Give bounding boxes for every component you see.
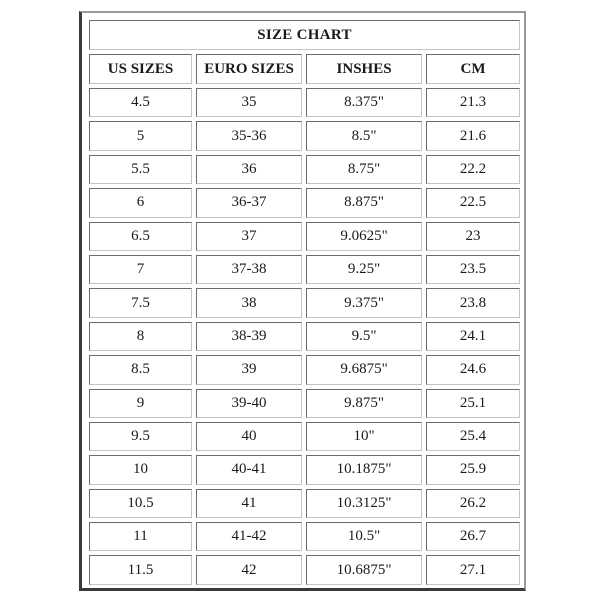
cell-euro-size: 37-38 (196, 255, 302, 284)
cell-inches: 10.6875" (306, 555, 422, 584)
header-euro-sizes: EURO SIZES (196, 54, 302, 84)
cell-inches: 9.875" (306, 389, 422, 418)
cell-euro-size: 39-40 (196, 389, 302, 418)
cell-us-size: 9 (89, 389, 192, 418)
cell-cm: 22.2 (426, 155, 520, 184)
cell-inches: 9.6875" (306, 355, 422, 384)
cell-us-size: 7 (89, 255, 192, 284)
cell-us-size: 11.5 (89, 555, 192, 584)
cell-euro-size: 36 (196, 155, 302, 184)
header-cm: CM (426, 54, 520, 84)
cell-euro-size: 36-37 (196, 188, 302, 217)
cell-us-size: 8.5 (89, 355, 192, 384)
cell-cm: 25.4 (426, 422, 520, 451)
cell-inches: 9.375" (306, 288, 422, 317)
header-us-sizes: US SIZES (89, 54, 192, 84)
cell-euro-size: 40-41 (196, 455, 302, 484)
cell-euro-size: 35-36 (196, 121, 302, 150)
cell-inches: 8.75" (306, 155, 422, 184)
size-chart-frame (79, 11, 526, 591)
cell-us-size: 5 (89, 121, 192, 150)
cell-euro-size: 38-39 (196, 322, 302, 351)
cell-inches: 8.875" (306, 188, 422, 217)
cell-cm: 25.1 (426, 389, 520, 418)
cell-us-size: 5.5 (89, 155, 192, 184)
cell-cm: 21.3 (426, 88, 520, 117)
header-row (89, 54, 520, 84)
cell-cm: 22.5 (426, 188, 520, 217)
cell-inches: 10.1875" (306, 455, 422, 484)
table-row (89, 455, 520, 484)
table-title: SIZE CHART (89, 20, 520, 50)
cell-cm: 23 (426, 222, 520, 251)
cell-us-size: 4.5 (89, 88, 192, 117)
cell-euro-size: 40 (196, 422, 302, 451)
cell-cm: 26.7 (426, 522, 520, 551)
cell-cm: 24.1 (426, 322, 520, 351)
cell-us-size: 7.5 (89, 288, 192, 317)
table-row (89, 155, 520, 184)
cell-inches: 10" (306, 422, 422, 451)
table-row (89, 555, 520, 584)
cell-euro-size: 38 (196, 288, 302, 317)
cell-us-size: 10.5 (89, 489, 192, 518)
table-row (89, 188, 520, 217)
cell-inches: 10.5" (306, 522, 422, 551)
cell-us-size: 11 (89, 522, 192, 551)
cell-cm: 23.5 (426, 255, 520, 284)
size-chart-table (85, 16, 524, 589)
cell-euro-size: 41 (196, 489, 302, 518)
table-row (89, 522, 520, 551)
cell-inches: 8.375" (306, 88, 422, 117)
table-row (89, 222, 520, 251)
cell-us-size: 6.5 (89, 222, 192, 251)
cell-euro-size: 41-42 (196, 522, 302, 551)
cell-cm: 25.9 (426, 455, 520, 484)
cell-inches: 9.25" (306, 255, 422, 284)
cell-euro-size: 39 (196, 355, 302, 384)
table-row (89, 489, 520, 518)
table-row (89, 422, 520, 451)
table-row (89, 121, 520, 150)
cell-cm: 21.6 (426, 121, 520, 150)
cell-cm: 24.6 (426, 355, 520, 384)
cell-us-size: 8 (89, 322, 192, 351)
table-row (89, 255, 520, 284)
cell-euro-size: 35 (196, 88, 302, 117)
cell-us-size: 6 (89, 188, 192, 217)
table-row (89, 88, 520, 117)
cell-inches: 9.5" (306, 322, 422, 351)
cell-cm: 26.2 (426, 489, 520, 518)
table-body (89, 88, 520, 585)
header-inches: INSHES (306, 54, 422, 84)
cell-euro-size: 37 (196, 222, 302, 251)
cell-inches: 8.5" (306, 121, 422, 150)
cell-cm: 23.8 (426, 288, 520, 317)
table-row (89, 389, 520, 418)
table-row (89, 355, 520, 384)
table-row (89, 322, 520, 351)
table-row (89, 288, 520, 317)
cell-inches: 9.0625" (306, 222, 422, 251)
cell-cm: 27.1 (426, 555, 520, 584)
title-row (89, 20, 520, 50)
cell-euro-size: 42 (196, 555, 302, 584)
cell-inches: 10.3125" (306, 489, 422, 518)
cell-us-size: 10 (89, 455, 192, 484)
cell-us-size: 9.5 (89, 422, 192, 451)
